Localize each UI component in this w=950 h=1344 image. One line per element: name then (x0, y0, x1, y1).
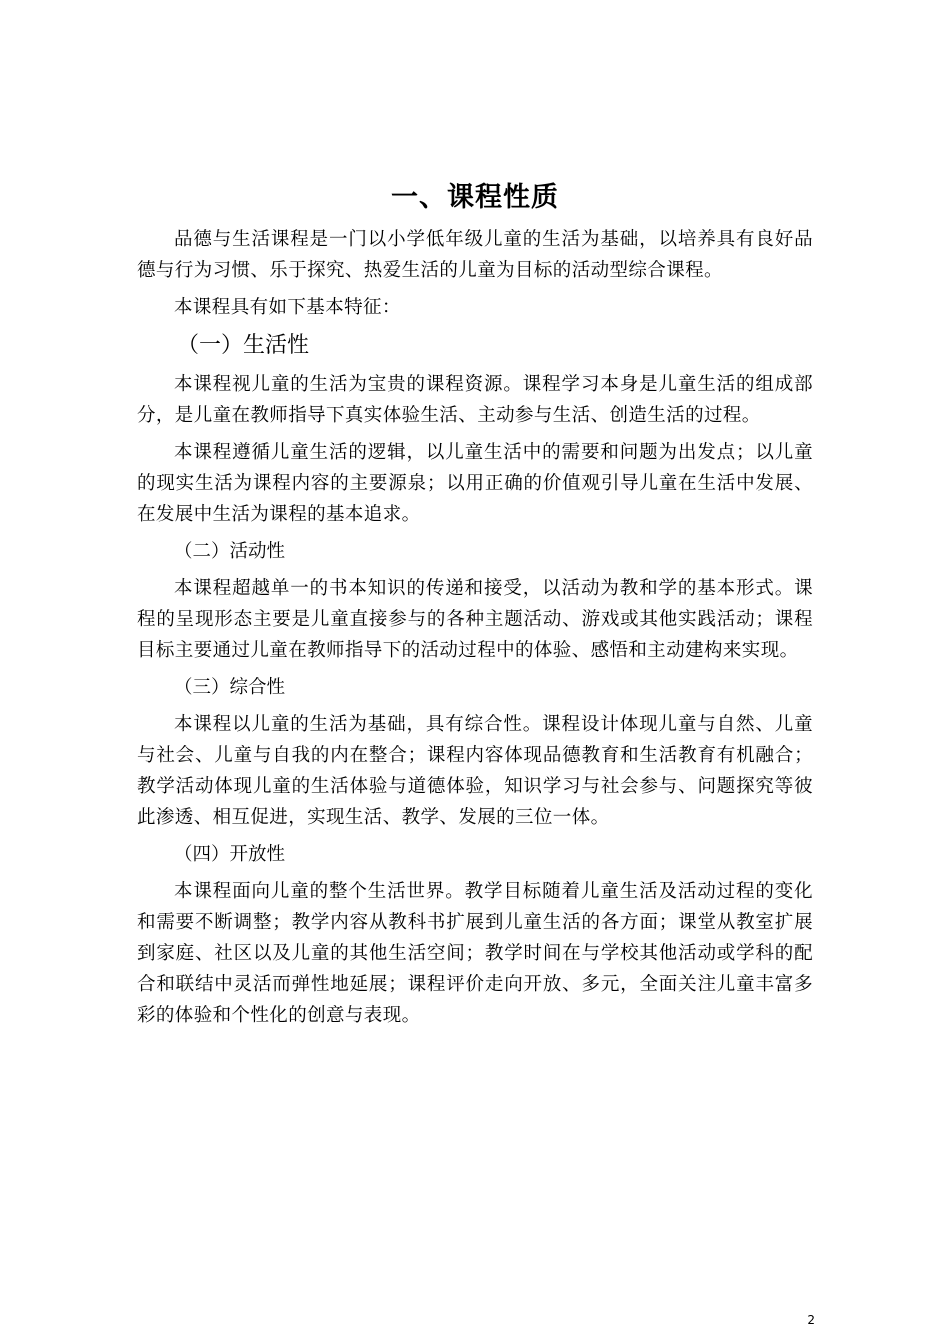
section-heading: （一）生活性 (177, 333, 310, 358)
section-paragraph: 本课程以儿童的生活为基础，具有综合性。课程设计体现儿童与自然、儿童与社会、儿童与自我的内在整合；课程内容体现品德教育和生活教育有机融合；教学活动体现儿童的生活体验与道德体验，知识学习与社会参与、问题探究等彼此渗透、相互促进，实现生活、教学、发展的三位一体。 (137, 714, 813, 828)
section-paragraph: 本课程面向儿童的整个生活世界。教学目标随着儿童生活及活动过程的变化和需要不断调整；教学内容从教科书扩展到儿童生活的各方面；课堂从教室扩展到家庭、社区以及儿童的其他生活空间；教学时间在与学校其他活动或学科的配合和联结中灵活而弹性地延展；课程评价走向开放、多元，全面关注儿童丰富多彩的体验和个性化的创意与表现。 (137, 881, 813, 1026)
section-paragraph: 本课程遵循儿童生活的逻辑，以儿童生活中的需要和问题为出发点；以儿童的现实生活为课程内容的主要源泉；以用正确的价值观引导儿童在生活中发展、在发展中生活为课程的基本追求。 (137, 442, 813, 525)
section-heading: （三）综合性 (174, 677, 286, 698)
document-body (137, 224, 813, 1031)
intro-paragraph: 品德与生活课程是一门以小学低年级儿童的生活为基础，以培养具有良好品德与行为习惯、乐于探究、热爱生活的儿童为目标的活动型综合课程。 (137, 229, 813, 281)
section-paragraph: 本课程超越单一的书本知识的传递和接受，以活动为教和学的基本形式。课程的呈现形态主要是儿童直接参与的各种主题活动、游戏或其他实践活动；课程目标主要通过儿童在教师指导下的活动过程中的体验、感悟和主动建构来实现。 (137, 578, 813, 661)
section-paragraph: 本课程视儿童的生活为宝贵的课程资源。课程学习本身是儿童生活的组成部分，是儿童在教师指导下真实体验生活、主动参与生活、创造生活的过程。 (137, 374, 813, 426)
section-heading: （四）开放性 (174, 844, 286, 865)
page-title: 一、课程性质 (391, 182, 559, 214)
page-number: 2 (807, 1313, 815, 1327)
section-heading: （二）活动性 (174, 541, 286, 562)
intro-paragraph: 本课程具有如下基本特征： (174, 297, 401, 318)
